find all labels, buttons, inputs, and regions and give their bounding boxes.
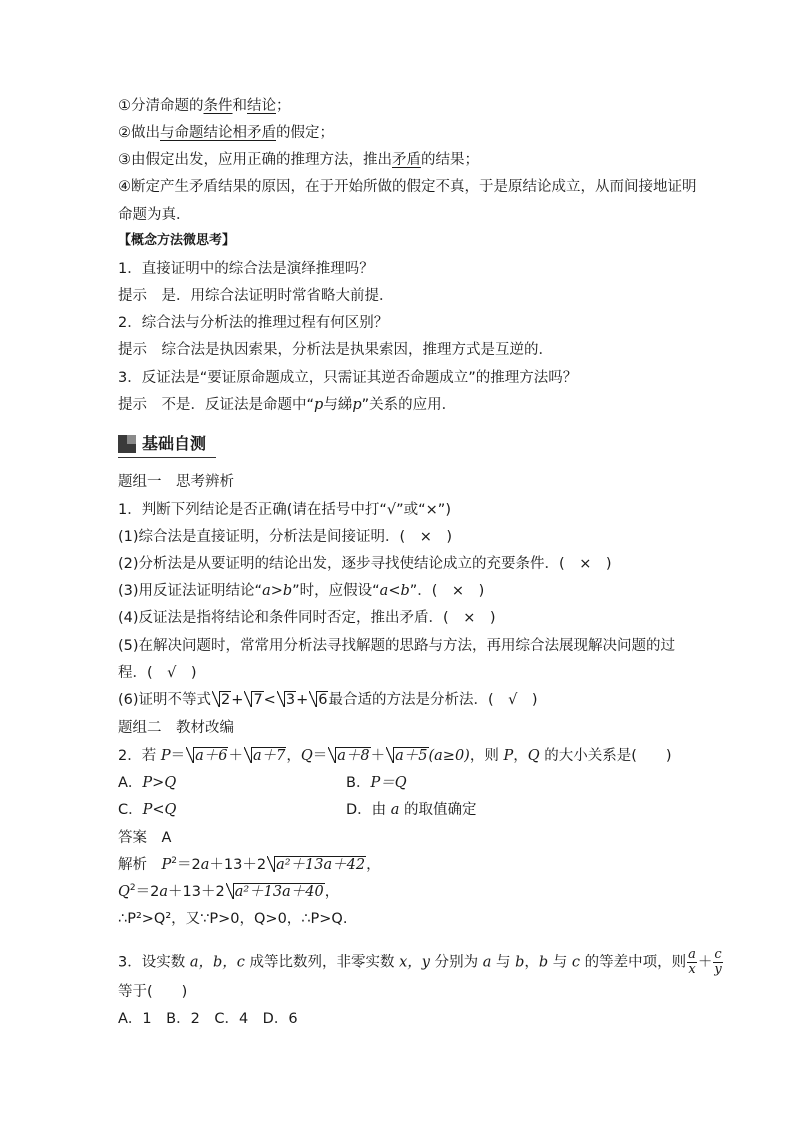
fraction: $\frac{a}{x}$ — [688, 947, 696, 977]
item-4: (4)反证法是指将结论和条件同时否定，推出矛盾．( × ) — [118, 610, 496, 626]
option-c: C．P<Q — [118, 802, 177, 818]
item-6 — [118, 690, 538, 710]
text: ①分清命题的 — [118, 98, 204, 114]
solution-line-1: 解析 $P^2=2a+13+2$ a²＋13a＋42， — [118, 856, 381, 873]
answer: 答案 A — [118, 830, 172, 846]
math-var: p — [314, 397, 324, 413]
underlined-blank: 结论 — [247, 98, 276, 114]
sqrt: 3 — [277, 690, 296, 710]
step-4-line-2: 命题为真． — [118, 207, 191, 223]
sqrt: 2 — [212, 690, 231, 710]
section-header — [118, 432, 216, 458]
text: 最合适的方法是分析法．( √ ) — [328, 692, 538, 708]
think-question-3: 3．反证法是“要证原命题成立，只需证其逆否命题成立”的推理方法吗？ — [118, 370, 578, 386]
step-2 — [118, 123, 334, 143]
sqrt: a＋5 — [386, 746, 428, 766]
text: ； — [276, 98, 291, 114]
solution-line-2: $Q^2=2a+13+2$ a²＋13a＋40， — [118, 883, 340, 900]
underlined-blank: 条件 — [203, 98, 233, 114]
sqrt: 6 — [309, 690, 328, 710]
text: 的结果； — [421, 152, 479, 168]
text: 和 — [232, 98, 247, 114]
item-2: (2)分析法是从要证明的结论出发，逐步寻找使结论成立的充要条件．( × ) — [118, 556, 612, 572]
think-question-1: 1．直接证明中的综合法是演绎推理吗？ — [118, 261, 374, 277]
text: ②做出 — [118, 125, 160, 141]
underlined-blank: 与命题结论相矛盾 — [160, 125, 276, 141]
think-answer-3 — [118, 395, 456, 415]
step-4-line-1: ④断定产生矛盾结果的原因，在于开始所做的假定不真，于是原结论成立，从而间接地证明 — [118, 179, 697, 195]
section-rule — [118, 457, 216, 458]
fraction: $\frac{c}{y}$ — [714, 947, 722, 977]
item-3 — [118, 581, 484, 601]
math-var: p — [352, 397, 362, 413]
think-heading: 【概念方法微思考】 — [118, 233, 236, 248]
step-1 — [118, 96, 291, 116]
text: 与綈 — [323, 397, 353, 413]
sqrt: a＋8 — [328, 746, 370, 766]
question-3-line-1: 3．设实数 a，b，c 成等比数列，非零实数 x，y 分别为 a 与 b，b 与 c 的等差中项，则 $\frac{a}{x}$ ＋ $\frac{c}{y}$ — [118, 947, 722, 977]
sqrt: a²＋13a＋40 — [226, 882, 325, 902]
solution-line-3: ∴P²>Q²，又∵P>0，Q>0，∴P>Q. — [118, 911, 348, 927]
group-1-title: 题组一 思考辨析 — [118, 474, 234, 490]
operator: + — [296, 692, 309, 708]
underlined-blank: 矛盾 — [392, 152, 421, 168]
question-3-line-2: 等于( ) — [118, 984, 188, 1000]
text: (3)用反证法证明结论“ — [118, 583, 263, 599]
operator: + — [231, 692, 244, 708]
sqrt: a＋7 — [244, 746, 286, 766]
text: 提示 不是．反证法是命题中“ — [118, 397, 315, 413]
text: (6)证明不等式 — [118, 692, 212, 708]
question-2: 2．若 P＝ a＋6＋ a＋7，Q＝ a＋8＋ a＋5(a≥0)，则 P，Q 的大小关系是( ) — [118, 748, 672, 764]
text: ”．( × ) — [409, 583, 485, 599]
text: ”关系的应用． — [361, 397, 457, 413]
math-expr: a>b — [262, 583, 293, 599]
sqrt: a＋6 — [186, 746, 228, 766]
operator: < — [263, 692, 276, 708]
item-5-line-2: 程．( √ ) — [118, 665, 197, 681]
section-title: 基础自测 — [142, 434, 207, 453]
item-5-line-1: (5)在解决问题时，常常用分析法寻找解题的思路与方法，再用综合法展现解决问题的过 — [118, 638, 676, 654]
text: ③由假定出发，应用正确的推理方法，推出 — [118, 152, 392, 168]
group-2-title: 题组二 教材改编 — [118, 720, 234, 736]
sqrt: a²＋13a＋42 — [267, 855, 366, 875]
text: ”时，应假设“ — [292, 583, 380, 599]
section-square-icon — [118, 435, 136, 453]
think-answer-1: 提示 是．用综合法证明时常省略大前提． — [118, 288, 394, 304]
question-3-options: A．1 B．2 C．4 D．6 — [118, 1011, 298, 1027]
think-answer-2: 提示 综合法是执因索果，分析法是执果索因，推理方式是互逆的． — [118, 342, 553, 358]
think-question-2: 2．综合法与分析法的推理过程有何区别？ — [118, 315, 389, 331]
question-1: 1．判断下列结论是否正确(请在括号中打“√”或“×”) — [118, 502, 451, 518]
item-1: (1)综合法是直接证明，分析法是间接证明．( × ) — [118, 529, 453, 545]
option-b: B．P＝Q — [346, 775, 407, 791]
sqrt: 7 — [244, 690, 263, 710]
option-a: A．P>Q — [118, 775, 177, 791]
text: 的假定； — [276, 125, 334, 141]
option-d: D．由 a 的取值确定 — [346, 802, 477, 818]
step-3 — [118, 150, 479, 170]
math-expr: a<b — [379, 583, 410, 599]
